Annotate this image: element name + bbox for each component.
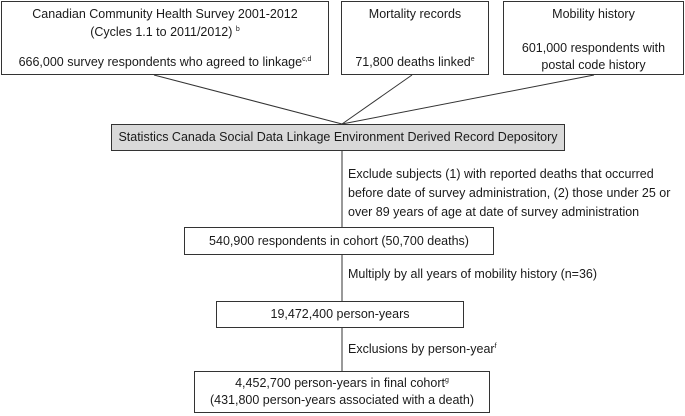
survey-cycles-footnote: b	[235, 26, 240, 33]
survey-respondents-footnote: c,d	[302, 56, 312, 63]
cohort-label: 540,900 respondents in cohort (50,700 deaths)	[209, 234, 469, 248]
depository-label: Statistics Canada Social Data Linkage Environment Derived Record Depository	[118, 130, 558, 144]
connector-mortality	[342, 75, 412, 124]
mortality-deaths: 71,800 deaths linked$^e$	[355, 55, 475, 69]
depository-box	[111, 124, 565, 151]
exclusion-note-line1: Exclude subjects (1) with reported deaths that occurred	[348, 167, 654, 181]
mobility-title: Mobility history	[552, 7, 635, 21]
mortality-box	[341, 1, 489, 75]
final-cohort-box	[194, 371, 490, 413]
cohort-box	[184, 227, 494, 255]
survey-cycles: (Cycles 1.1 to 2011/2012) $^b$	[90, 25, 240, 39]
multiply-note-label: Multiply by all years of mobility history (n=36)	[348, 267, 598, 281]
person-years-label: 19,472,400 person-years	[270, 307, 410, 321]
mortality-footnote: e	[470, 56, 475, 63]
exclusion-note	[348, 165, 670, 222]
final-cohort-footnote: g	[444, 377, 449, 384]
mobility-respondents: 601,000 respondents with	[521, 41, 666, 55]
person-year-exclusion-note	[348, 340, 497, 359]
person-years-box	[216, 301, 464, 328]
multiply-note	[348, 265, 597, 284]
connector-survey	[154, 75, 342, 124]
connector-mobility	[342, 75, 594, 124]
exclusion-note-line2: before date of survey administration, (2) those under 25 or	[348, 186, 671, 200]
mortality-title: Mortality records	[368, 7, 462, 21]
survey-respondents: 666,000 survey respondents who agreed to linkage$^{c,d}$	[18, 55, 312, 69]
exclusion-note-line3: over 89 years of age at date of survey administration	[348, 205, 640, 219]
final-cohort-line2: (431,800 person-years associated with a death)	[209, 393, 475, 407]
survey-title: Canadian Community Health Survey 2001-2012	[32, 7, 298, 21]
mobility-box	[503, 1, 684, 75]
final-cohort-line1: 4,452,700 person-years in final cohort$^g$	[235, 376, 449, 390]
survey-box	[1, 1, 329, 75]
mobility-postal: postal code history	[541, 58, 646, 72]
person-year-exclusion-label: Exclusions by person-year	[348, 342, 495, 356]
person-year-exclusion-footnote: f	[494, 343, 497, 350]
